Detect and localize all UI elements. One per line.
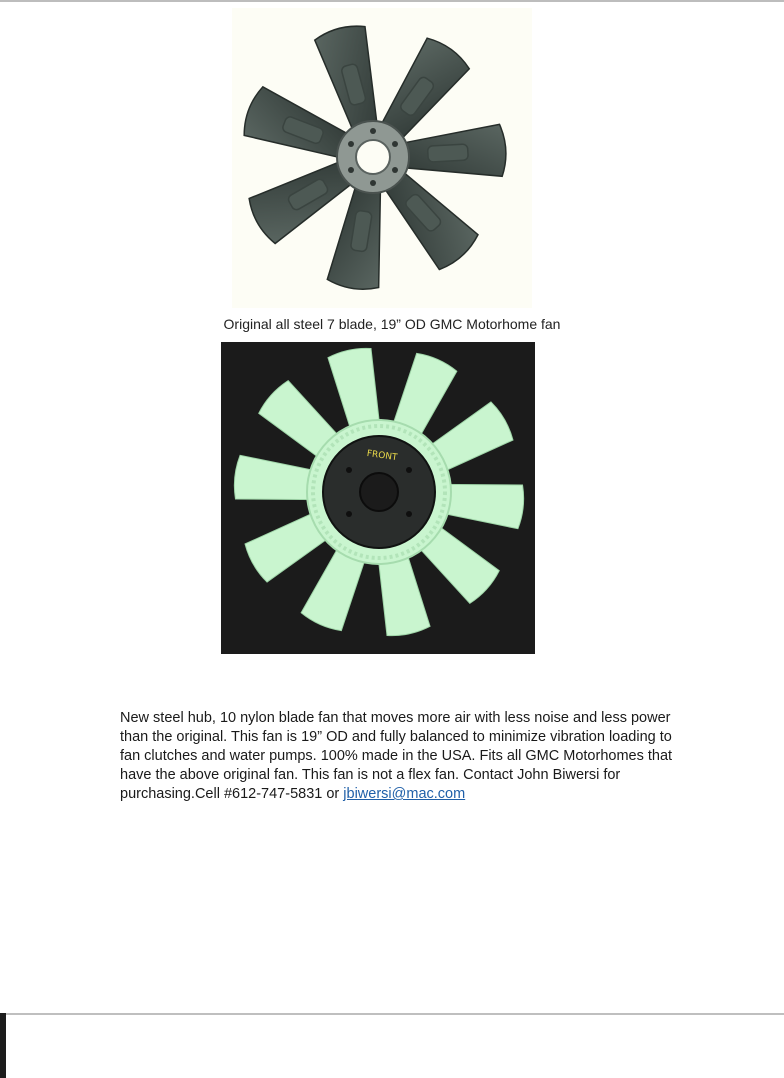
description-text: New steel hub, 10 nylon blade fan that moves more air with less noise and less power than the original. This fan is 19” OD and fully balanced to minimize vibration loading to fan clutches and water pumps. 100% made in the USA. Fits all GMC Motorhomes that have the above original fan. This fan is not a flex fan. Contact John Biwersi for purchasing.Cell #612-747-5831 or bbox=[120, 710, 673, 802]
original-fan-icon bbox=[232, 8, 532, 308]
new-fan-photo bbox=[221, 342, 535, 654]
email-link[interactable]: jbiwersi@mac.com bbox=[343, 786, 466, 802]
new-fan-icon bbox=[221, 342, 535, 654]
original-fan-photo bbox=[232, 8, 532, 308]
scan-left-edge bbox=[0, 1013, 6, 1078]
original-fan-caption: Original all steel 7 blade, 19” OD GMC Motorhome fan bbox=[223, 316, 561, 332]
hub-front-marking: FRONT bbox=[366, 448, 398, 464]
product-description bbox=[120, 709, 680, 804]
scan-top-border bbox=[0, 0, 784, 2]
scan-bottom-line bbox=[0, 1013, 784, 1015]
